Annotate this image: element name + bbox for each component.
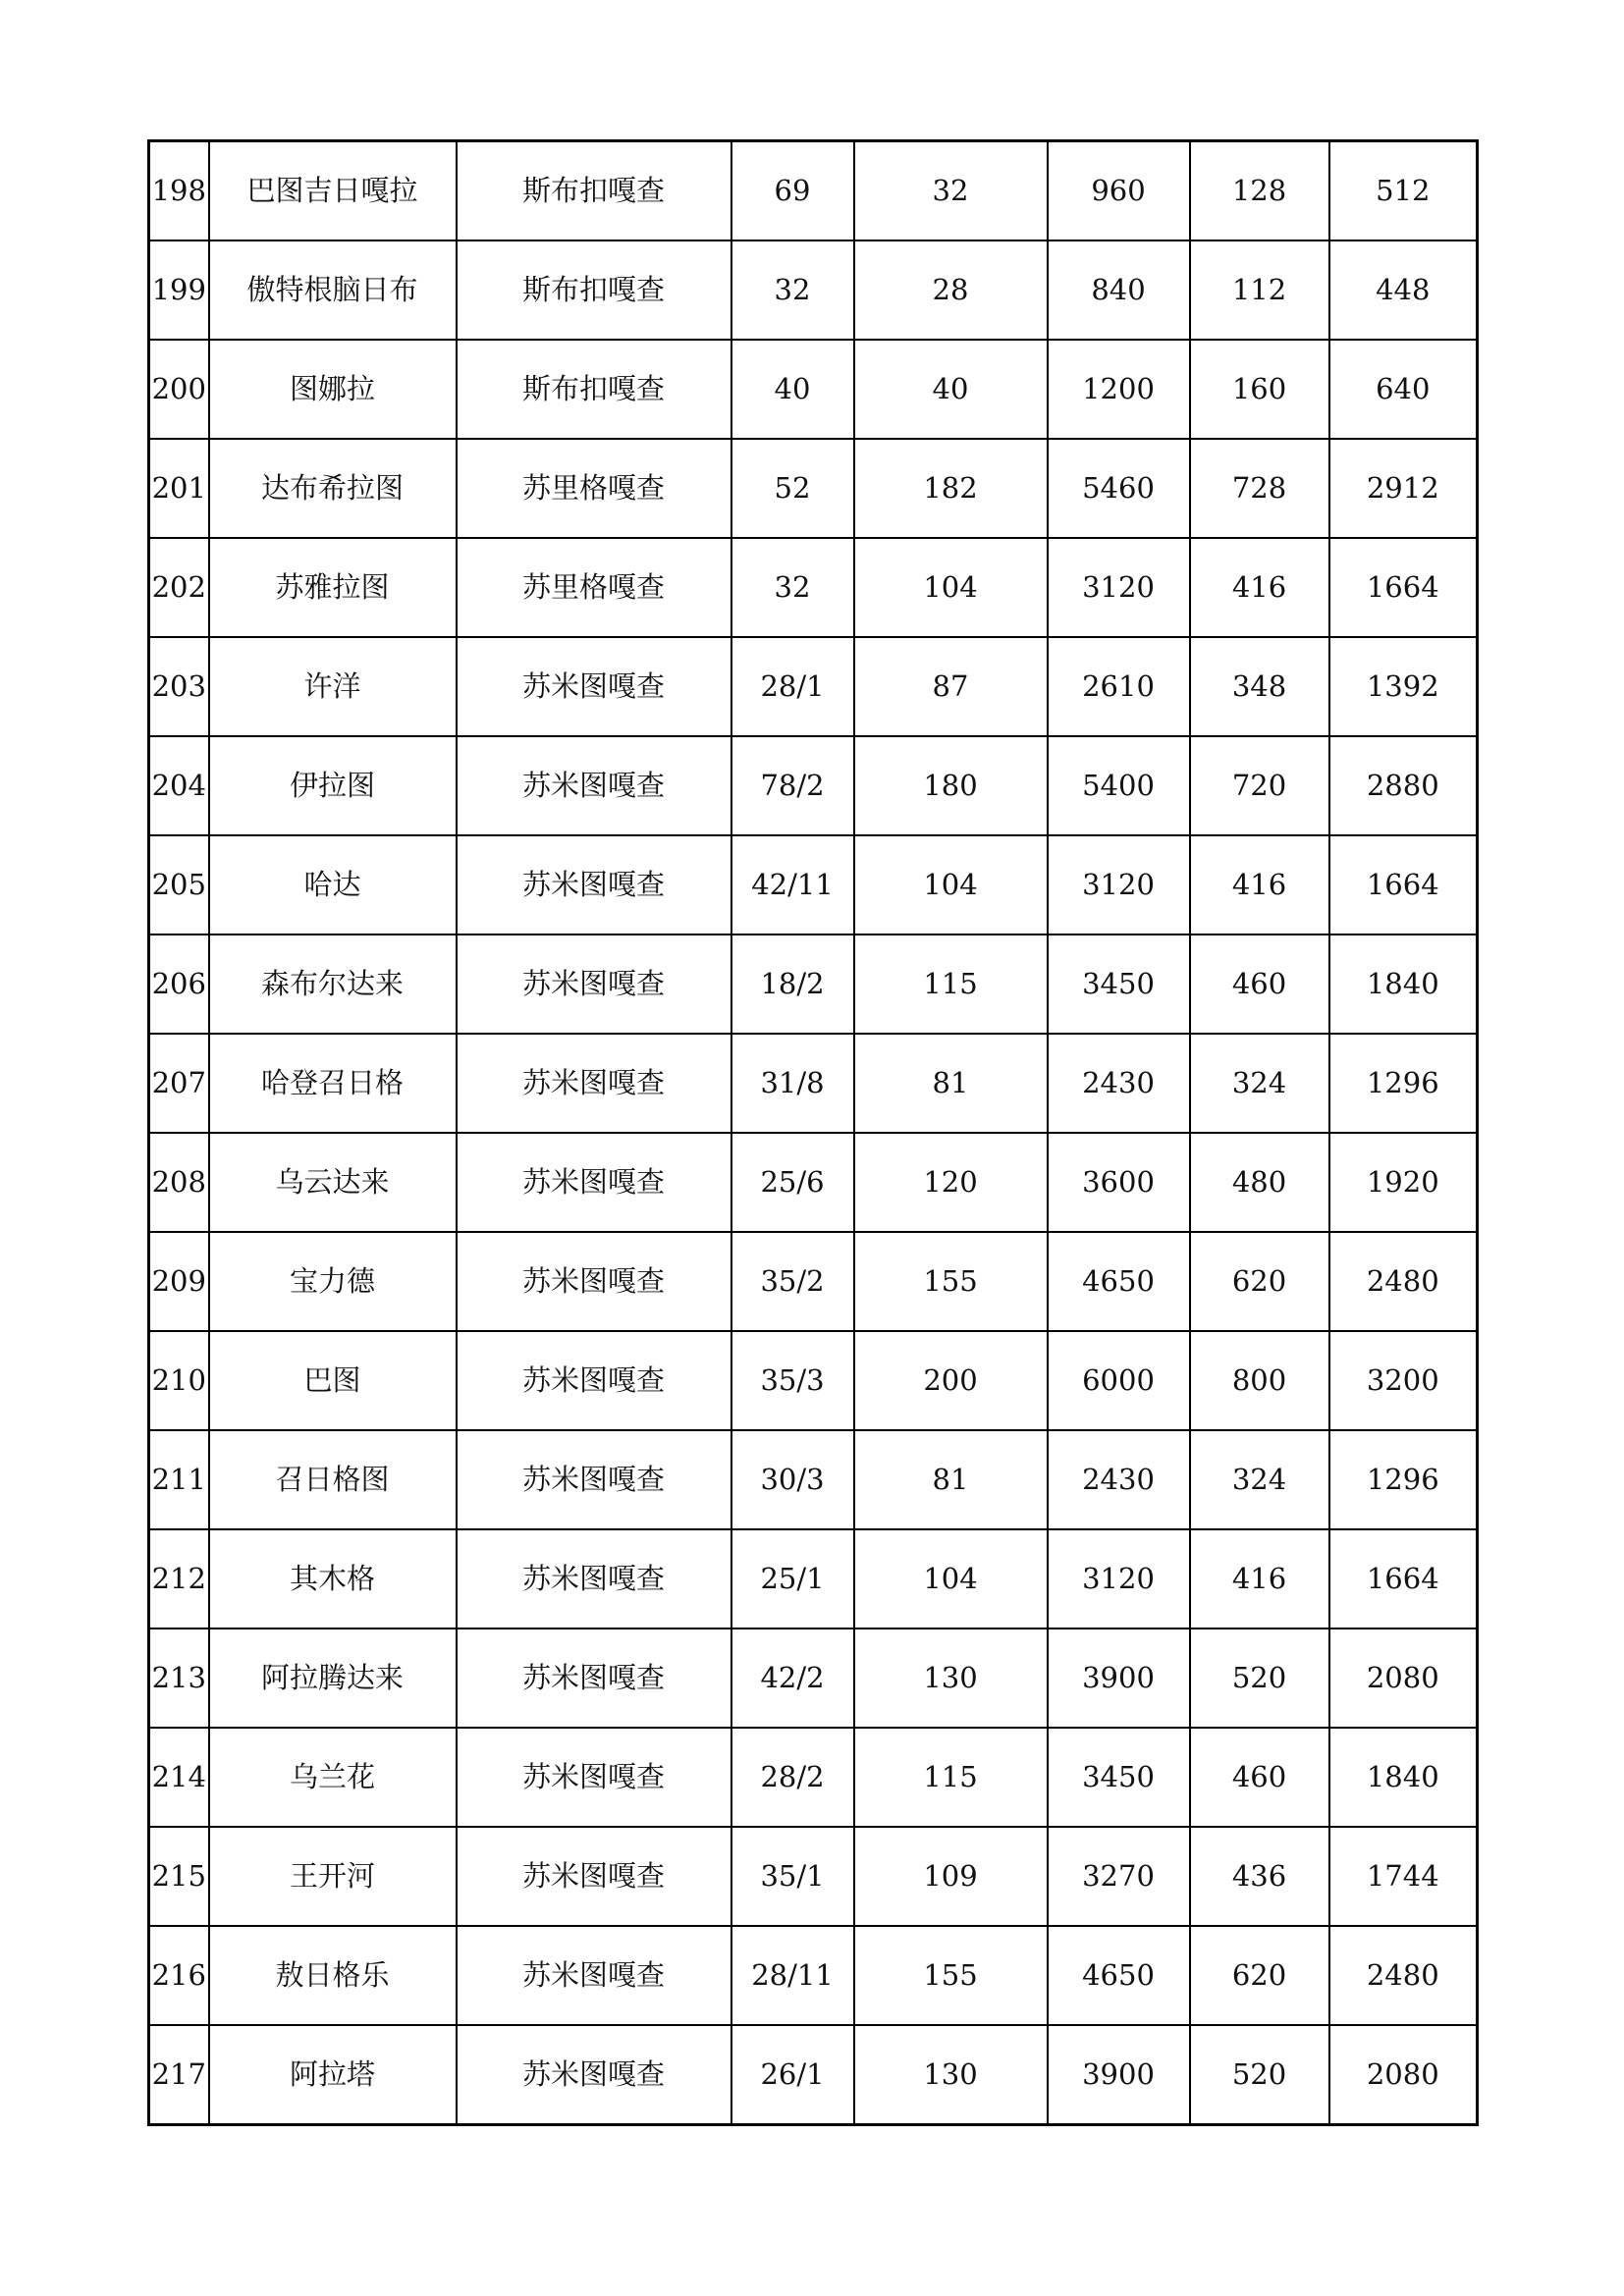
cell-subsidy-a: 620 xyxy=(1190,1926,1329,2025)
cell-village: 苏米图嘎查 xyxy=(457,1728,731,1827)
cell-village: 苏米图嘎查 xyxy=(457,736,731,835)
table-row xyxy=(149,439,1478,538)
cell-subsidy-a: 324 xyxy=(1190,1034,1329,1133)
cell-subsidy-a: 160 xyxy=(1190,340,1329,439)
cell-row-number: 200 xyxy=(149,340,209,439)
cell-area: 87 xyxy=(854,637,1048,736)
cell-name: 巴图 xyxy=(209,1331,457,1430)
cell-area: 104 xyxy=(854,538,1048,637)
cell-village: 斯布扣嘎查 xyxy=(457,141,731,241)
cell-amount: 5400 xyxy=(1048,736,1190,835)
cell-subsidy-b: 448 xyxy=(1329,240,1478,340)
cell-village: 苏米图嘎查 xyxy=(457,1430,731,1529)
cell-subsidy-b: 1840 xyxy=(1329,1728,1478,1827)
cell-village: 苏米图嘎查 xyxy=(457,1827,731,1926)
table-row xyxy=(149,1331,1478,1430)
cell-amount: 2430 xyxy=(1048,1034,1190,1133)
table-row xyxy=(149,1926,1478,2025)
cell-subsidy-b: 2080 xyxy=(1329,2025,1478,2125)
cell-subsidy-b: 1744 xyxy=(1329,1827,1478,1926)
cell-area: 104 xyxy=(854,1529,1048,1629)
cell-area: 180 xyxy=(854,736,1048,835)
cell-household-id: 40 xyxy=(731,340,854,439)
cell-row-number: 216 xyxy=(149,1926,209,2025)
cell-name: 图娜拉 xyxy=(209,340,457,439)
cell-name: 伊拉图 xyxy=(209,736,457,835)
cell-row-number: 198 xyxy=(149,141,209,241)
cell-household-id: 69 xyxy=(731,141,854,241)
table-row xyxy=(149,637,1478,736)
cell-name: 森布尔达来 xyxy=(209,934,457,1034)
cell-village: 苏米图嘎查 xyxy=(457,1629,731,1728)
table-row xyxy=(149,1034,1478,1133)
cell-household-id: 32 xyxy=(731,538,854,637)
cell-village: 斯布扣嘎查 xyxy=(457,240,731,340)
cell-area: 130 xyxy=(854,2025,1048,2125)
cell-amount: 3450 xyxy=(1048,934,1190,1034)
table-row xyxy=(149,1728,1478,1827)
cell-row-number: 207 xyxy=(149,1034,209,1133)
cell-village: 苏里格嘎查 xyxy=(457,439,731,538)
table-row xyxy=(149,240,1478,340)
cell-area: 28 xyxy=(854,240,1048,340)
cell-village: 苏里格嘎查 xyxy=(457,538,731,637)
cell-amount: 3900 xyxy=(1048,2025,1190,2125)
cell-household-id: 32 xyxy=(731,240,854,340)
cell-amount: 3600 xyxy=(1048,1133,1190,1232)
cell-name: 许洋 xyxy=(209,637,457,736)
cell-household-id: 35/2 xyxy=(731,1232,854,1331)
cell-row-number: 202 xyxy=(149,538,209,637)
cell-area: 130 xyxy=(854,1629,1048,1728)
cell-area: 32 xyxy=(854,141,1048,241)
cell-subsidy-a: 416 xyxy=(1190,835,1329,934)
cell-amount: 3900 xyxy=(1048,1629,1190,1728)
cell-name: 傲特根脑日布 xyxy=(209,240,457,340)
cell-amount: 3120 xyxy=(1048,1529,1190,1629)
cell-village: 苏米图嘎查 xyxy=(457,637,731,736)
cell-amount: 4650 xyxy=(1048,1232,1190,1331)
cell-subsidy-b: 1392 xyxy=(1329,637,1478,736)
cell-name: 乌兰花 xyxy=(209,1728,457,1827)
table-row xyxy=(149,1529,1478,1629)
table-row xyxy=(149,141,1478,241)
cell-subsidy-a: 348 xyxy=(1190,637,1329,736)
table-row xyxy=(149,538,1478,637)
cell-subsidy-b: 2080 xyxy=(1329,1629,1478,1728)
cell-name: 阿拉塔 xyxy=(209,2025,457,2125)
cell-subsidy-b: 640 xyxy=(1329,340,1478,439)
cell-amount: 3120 xyxy=(1048,538,1190,637)
cell-amount: 4650 xyxy=(1048,1926,1190,2025)
table-row xyxy=(149,2025,1478,2125)
cell-area: 109 xyxy=(854,1827,1048,1926)
cell-amount: 5460 xyxy=(1048,439,1190,538)
cell-row-number: 212 xyxy=(149,1529,209,1629)
cell-area: 182 xyxy=(854,439,1048,538)
cell-row-number: 211 xyxy=(149,1430,209,1529)
table-row xyxy=(149,1133,1478,1232)
cell-household-id: 28/11 xyxy=(731,1926,854,2025)
cell-name: 乌云达来 xyxy=(209,1133,457,1232)
cell-subsidy-b: 2480 xyxy=(1329,1926,1478,2025)
cell-household-id: 42/11 xyxy=(731,835,854,934)
cell-subsidy-a: 480 xyxy=(1190,1133,1329,1232)
cell-subsidy-b: 1840 xyxy=(1329,934,1478,1034)
cell-village: 斯布扣嘎查 xyxy=(457,340,731,439)
cell-subsidy-a: 520 xyxy=(1190,2025,1329,2125)
cell-name: 召日格图 xyxy=(209,1430,457,1529)
cell-row-number: 201 xyxy=(149,439,209,538)
cell-row-number: 205 xyxy=(149,835,209,934)
cell-amount: 840 xyxy=(1048,240,1190,340)
cell-subsidy-a: 728 xyxy=(1190,439,1329,538)
table-body xyxy=(149,141,1478,2125)
cell-area: 115 xyxy=(854,1728,1048,1827)
cell-village: 苏米图嘎查 xyxy=(457,1331,731,1430)
cell-household-id: 42/2 xyxy=(731,1629,854,1728)
cell-subsidy-a: 520 xyxy=(1190,1629,1329,1728)
cell-subsidy-b: 1664 xyxy=(1329,1529,1478,1629)
cell-name: 王开河 xyxy=(209,1827,457,1926)
cell-village: 苏米图嘎查 xyxy=(457,934,731,1034)
cell-household-id: 25/1 xyxy=(731,1529,854,1629)
cell-household-id: 35/3 xyxy=(731,1331,854,1430)
cell-subsidy-b: 2880 xyxy=(1329,736,1478,835)
cell-subsidy-a: 460 xyxy=(1190,1728,1329,1827)
cell-household-id: 30/3 xyxy=(731,1430,854,1529)
cell-subsidy-a: 460 xyxy=(1190,934,1329,1034)
table-row xyxy=(149,736,1478,835)
cell-area: 115 xyxy=(854,934,1048,1034)
cell-row-number: 214 xyxy=(149,1728,209,1827)
cell-subsidy-b: 1296 xyxy=(1329,1430,1478,1529)
cell-village: 苏米图嘎查 xyxy=(457,2025,731,2125)
cell-subsidy-a: 416 xyxy=(1190,1529,1329,1629)
table-row xyxy=(149,1629,1478,1728)
cell-row-number: 199 xyxy=(149,240,209,340)
table-row xyxy=(149,340,1478,439)
cell-household-id: 25/6 xyxy=(731,1133,854,1232)
cell-row-number: 208 xyxy=(149,1133,209,1232)
cell-subsidy-b: 2912 xyxy=(1329,439,1478,538)
cell-name: 宝力德 xyxy=(209,1232,457,1331)
cell-row-number: 204 xyxy=(149,736,209,835)
cell-area: 81 xyxy=(854,1034,1048,1133)
cell-row-number: 203 xyxy=(149,637,209,736)
cell-amount: 3270 xyxy=(1048,1827,1190,1926)
cell-name: 哈登召日格 xyxy=(209,1034,457,1133)
cell-amount: 960 xyxy=(1048,141,1190,241)
cell-amount: 2430 xyxy=(1048,1430,1190,1529)
cell-household-id: 18/2 xyxy=(731,934,854,1034)
cell-amount: 2610 xyxy=(1048,637,1190,736)
cell-household-id: 28/2 xyxy=(731,1728,854,1827)
cell-village: 苏米图嘎查 xyxy=(457,1232,731,1331)
cell-household-id: 35/1 xyxy=(731,1827,854,1926)
cell-subsidy-b: 512 xyxy=(1329,141,1478,241)
cell-subsidy-b: 1664 xyxy=(1329,835,1478,934)
cell-household-id: 78/2 xyxy=(731,736,854,835)
cell-subsidy-b: 1296 xyxy=(1329,1034,1478,1133)
cell-area: 155 xyxy=(854,1232,1048,1331)
cell-area: 200 xyxy=(854,1331,1048,1430)
cell-subsidy-b: 1920 xyxy=(1329,1133,1478,1232)
cell-subsidy-a: 436 xyxy=(1190,1827,1329,1926)
cell-area: 155 xyxy=(854,1926,1048,2025)
cell-household-id: 31/8 xyxy=(731,1034,854,1133)
cell-subsidy-a: 800 xyxy=(1190,1331,1329,1430)
cell-amount: 3120 xyxy=(1048,835,1190,934)
cell-area: 40 xyxy=(854,340,1048,439)
cell-name: 巴图吉日嘎拉 xyxy=(209,141,457,241)
cell-area: 120 xyxy=(854,1133,1048,1232)
cell-name: 苏雅拉图 xyxy=(209,538,457,637)
cell-subsidy-a: 112 xyxy=(1190,240,1329,340)
cell-area: 81 xyxy=(854,1430,1048,1529)
cell-subsidy-a: 416 xyxy=(1190,538,1329,637)
cell-subsidy-b: 1664 xyxy=(1329,538,1478,637)
cell-row-number: 209 xyxy=(149,1232,209,1331)
cell-household-id: 52 xyxy=(731,439,854,538)
cell-village: 苏米图嘎查 xyxy=(457,1926,731,2025)
cell-household-id: 26/1 xyxy=(731,2025,854,2125)
cell-village: 苏米图嘎查 xyxy=(457,835,731,934)
table-row xyxy=(149,1232,1478,1331)
cell-name: 哈达 xyxy=(209,835,457,934)
table-row xyxy=(149,934,1478,1034)
cell-subsidy-a: 620 xyxy=(1190,1232,1329,1331)
cell-name: 阿拉腾达来 xyxy=(209,1629,457,1728)
cell-name: 敖日格乐 xyxy=(209,1926,457,2025)
cell-name: 其木格 xyxy=(209,1529,457,1629)
cell-row-number: 210 xyxy=(149,1331,209,1430)
cell-name: 达布希拉图 xyxy=(209,439,457,538)
table-row xyxy=(149,1430,1478,1529)
cell-village: 苏米图嘎查 xyxy=(457,1529,731,1629)
cell-subsidy-b: 3200 xyxy=(1329,1331,1478,1430)
cell-row-number: 206 xyxy=(149,934,209,1034)
cell-row-number: 217 xyxy=(149,2025,209,2125)
cell-amount: 6000 xyxy=(1048,1331,1190,1430)
cell-village: 苏米图嘎查 xyxy=(457,1034,731,1133)
cell-subsidy-a: 720 xyxy=(1190,736,1329,835)
cell-row-number: 213 xyxy=(149,1629,209,1728)
cell-amount: 3450 xyxy=(1048,1728,1190,1827)
cell-subsidy-a: 324 xyxy=(1190,1430,1329,1529)
cell-row-number: 215 xyxy=(149,1827,209,1926)
cell-amount: 1200 xyxy=(1048,340,1190,439)
cell-household-id: 28/1 xyxy=(731,637,854,736)
cell-village: 苏米图嘎查 xyxy=(457,1133,731,1232)
table-row xyxy=(149,1827,1478,1926)
cell-subsidy-a: 128 xyxy=(1190,141,1329,241)
data-table xyxy=(147,139,1479,2126)
cell-subsidy-b: 2480 xyxy=(1329,1232,1478,1331)
cell-area: 104 xyxy=(854,835,1048,934)
table-row xyxy=(149,835,1478,934)
